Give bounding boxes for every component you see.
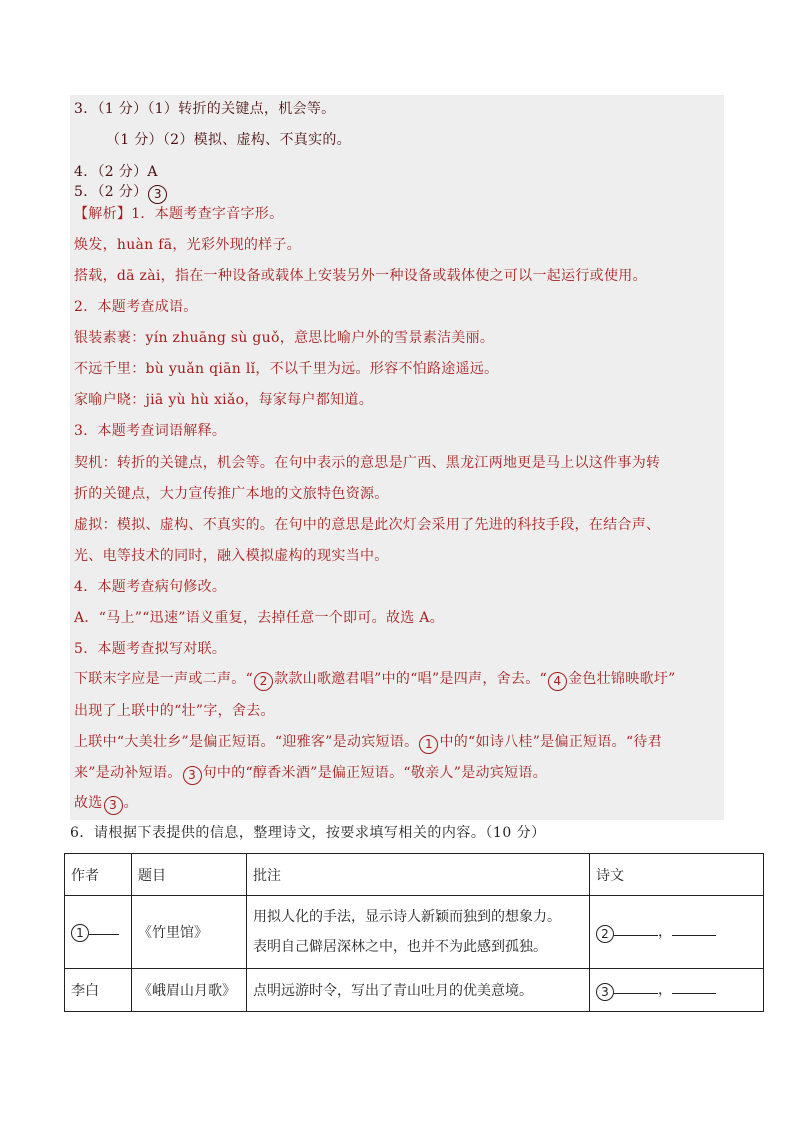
poem-blank[interactable] (614, 981, 658, 994)
analysis-line (74, 731, 662, 754)
table-header-row (65, 854, 764, 896)
analysis-line: 契机：转折的关键点，机会等。在句中表示的意思是广西、黑龙江两地更是马上以这件事为转 (74, 455, 661, 471)
question-6-prompt: 6．请根据下表提供的信息，整理诗文，按要求填写相关的内容。（10 分） (70, 825, 546, 841)
analysis-line: 出现了上联中的“壮”字，舍去。 (74, 703, 275, 719)
circled-number: 3 (148, 185, 167, 204)
poem-cell (590, 896, 764, 969)
answer-line-5 (74, 181, 168, 204)
poem-blank[interactable] (672, 981, 716, 994)
circled-number: 2 (254, 672, 273, 691)
comma: ， (658, 924, 672, 940)
analysis-line: 4．本题考查病句修改。 (74, 579, 227, 595)
note-line: 用拟人化的手法，显示诗人新颖而独到的想象力。 (253, 909, 561, 925)
analysis-line: 家喻户晓：jiā yù hù xiǎo，每家每户都知道。 (74, 392, 374, 408)
text-span: 款款山歌邀君唱”中的“唱”是四声，舍去。“ (274, 671, 547, 687)
title-cell: 《竹里馆》 (132, 896, 247, 969)
answer-line-3-1: 3．（1 分）（1）转折的关键点，机会等。 (74, 101, 336, 117)
note-cell (247, 896, 590, 969)
author-blank[interactable] (89, 922, 119, 935)
analysis-line: 3．本题考查词语解释。 (74, 423, 227, 439)
circled-number: 3 (596, 983, 614, 1001)
header-title: 题目 (132, 854, 247, 896)
analysis-line: A．“马上”“迅速”语义重复，去掉任意一个即可。故选 A。 (74, 610, 444, 626)
analysis-heading: 【解析】1．本题考查字音字形。 (74, 206, 284, 222)
text-span: 上联中“大美壮乡”是偏正短语。“迎雅客”是动宾短语。 (74, 734, 419, 750)
circled-number: 2 (596, 925, 614, 943)
analysis-line (74, 762, 547, 785)
analysis-line: 光、电等技术的同时，融入模拟虚构的现实当中。 (74, 548, 389, 564)
title-cell: 《峨眉山月歌》 (132, 969, 247, 1012)
answer-line-3-2: （1 分）（2）模拟、虚构、不真实的。 (106, 132, 351, 148)
author-cell (65, 896, 132, 969)
table-row (65, 896, 764, 969)
circled-number: 4 (548, 672, 567, 691)
circled-number: 1 (71, 924, 89, 942)
table-row (65, 969, 764, 1012)
poem-cell (590, 969, 764, 1012)
answer-analysis-block (70, 95, 724, 820)
analysis-conclusion (74, 792, 138, 815)
circled-number: 1 (419, 735, 438, 754)
analysis-line: 银装素裹：yín zhuāng sù guǒ，意思比喻户外的雪景素洁美丽。 (74, 330, 495, 346)
poem-blank[interactable] (614, 923, 658, 936)
analysis-line: 搭载，dā zài，指在一种设备或载体上安装另外一种设备或载体使之可以一起运行或使用。 (74, 268, 647, 284)
analysis-line (74, 668, 676, 691)
poem-table (64, 853, 764, 1012)
text-span: 。 (123, 795, 138, 811)
analysis-line: 折的关键点，大力宣传推广本地的文旅特色资源。 (74, 486, 389, 502)
text-span: 句中的“醇香米酒”是偏正短语。“敬亲人”是动宾短语。 (202, 765, 547, 781)
circled-number: 3 (183, 766, 202, 785)
author-cell: 李白 (65, 969, 132, 1012)
circled-number: 3 (104, 796, 123, 815)
poem-blank[interactable] (672, 923, 716, 936)
answer-line-4: 4．（2 分）A (74, 164, 158, 180)
analysis-line: 焕发，huàn fā，光彩外现的样子。 (74, 237, 302, 253)
note-line: 表明自己僻居深林之中，也并不为此感到孤独。 (253, 939, 547, 955)
analysis-line: 虚拟：模拟、虚构、不真实的。在句中的意思是此次灯会采用了先进的科技手段，在结合声、 (74, 517, 661, 533)
text-span: 故选 (74, 795, 103, 811)
text-span: 下联末字应是一声或二声。“ (74, 671, 254, 687)
header-note: 批注 (247, 854, 590, 896)
analysis-line: 2．本题考查成语。 (74, 299, 198, 315)
comma: ， (658, 982, 672, 998)
text-span: 金色壮锦映歌圩” (568, 671, 676, 687)
header-author: 作者 (65, 854, 132, 896)
text-span: 中的“如诗八桂”是偏正短语。“待君 (439, 734, 663, 750)
answer-5-prefix: 5．（2 分） (74, 184, 148, 200)
note-cell: 点明远游时令，写出了青山吐月的优美意境。 (247, 969, 590, 1012)
analysis-line: 不远千里：bù yuǎn qiān lǐ，不以千里为远。形容不怕路途遥远。 (74, 361, 499, 377)
header-poem: 诗文 (590, 854, 764, 896)
analysis-line: 5．本题考查拟写对联。 (74, 641, 227, 657)
text-span: 来”是动补短语。 (74, 765, 182, 781)
